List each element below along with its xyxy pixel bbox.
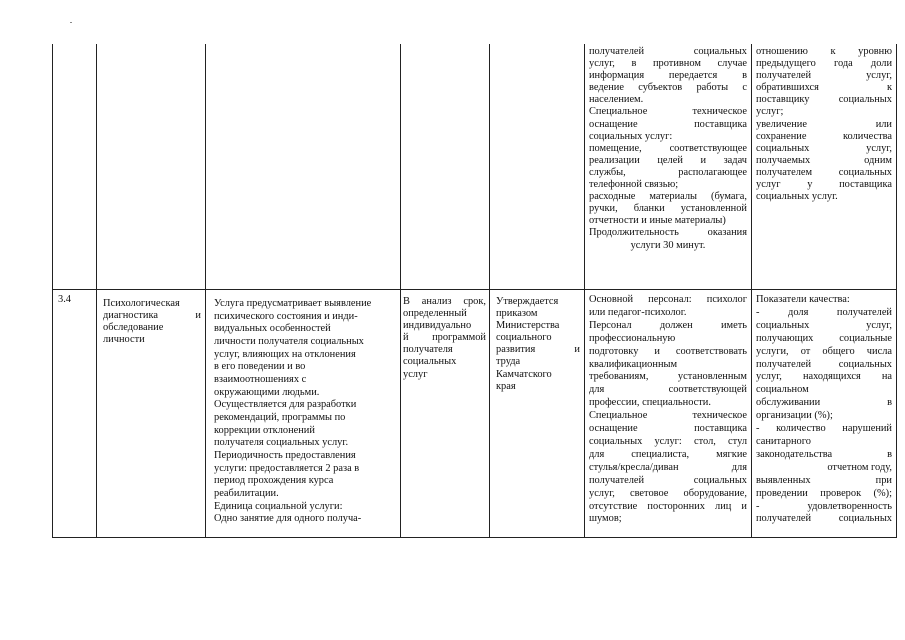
column-border (52, 44, 53, 538)
text-line: социальных услуг, (756, 142, 892, 154)
text-line: или педагог-психолог. (589, 306, 687, 318)
text-line: расходные материалы (бумага, (589, 191, 747, 203)
text-line: диагностика и (103, 310, 201, 322)
text-line: профессии, специальности. (589, 397, 711, 409)
text-line: взаимоотношениях с (214, 373, 307, 385)
text-line: социальных услуг: (589, 130, 673, 142)
text-line: коррекции отклонений (214, 424, 315, 436)
text-line: социальных (403, 356, 457, 368)
text-line: законодательства в (756, 448, 892, 460)
text-line: услуг; (756, 106, 784, 118)
text-line: поставщику социальных (756, 94, 892, 106)
text-line: социального (496, 332, 552, 344)
text-line: приказом (496, 308, 538, 320)
text-line: подготовку и соответствовать (589, 345, 747, 357)
text-line: - доля получателей (756, 306, 892, 318)
column-border (205, 44, 206, 538)
column-border (489, 44, 490, 538)
text-line: в его поведении и во (214, 361, 306, 373)
text-line: получаемых одним (756, 154, 892, 166)
service-indicators-cell (756, 294, 892, 526)
row-divider (52, 289, 897, 290)
text-line: услуги 30 минут. (630, 239, 706, 251)
text-line: психического состояния и инди- (214, 310, 358, 322)
text-line: предыдущего года доли (756, 58, 892, 70)
text-line: обслуживании в (756, 397, 892, 409)
text-line: индивидуально (403, 320, 472, 332)
service-number (58, 294, 92, 306)
text-line: ведение субъектов работы с (589, 82, 747, 94)
text-line: получателей социальных (756, 358, 892, 370)
top-conditions-cell (589, 46, 747, 252)
text-line: получателей социальных (589, 46, 747, 57)
text-line: получателей социальных (756, 513, 892, 525)
text-line: требованиям, установленным (589, 371, 747, 383)
column-border (896, 44, 897, 538)
text-line: обратившихся к (756, 82, 892, 94)
text-line: Единица социальной услуги: (214, 500, 343, 512)
text-line: реализации целей и задач (589, 154, 747, 166)
service-approval-cell (496, 296, 580, 393)
text-line: услуги: предоставляется 2 раза в (214, 462, 360, 474)
text-line: Одно занятие для одного получа- (214, 513, 362, 525)
column-border (96, 44, 97, 538)
text-line: Утверждается (496, 296, 559, 307)
text-line: - удовлетворенность (756, 500, 892, 512)
text-line: окружающими людьми. (214, 386, 320, 398)
text-line: Продолжительность оказания (589, 227, 747, 239)
text-line: й программой (403, 332, 486, 344)
text-line: 3.4 (58, 294, 71, 305)
text-line: выявленных при (756, 474, 892, 486)
text-line: социальных услуг: стол, стул (589, 435, 747, 447)
service-conditions-cell (589, 294, 747, 526)
text-line: Осуществляется для разработки (214, 399, 357, 411)
text-line: видуальных особенностей (214, 323, 331, 335)
table-bottom-border (52, 537, 897, 538)
text-line: Специальное техническое (589, 410, 747, 422)
column-border (751, 44, 752, 538)
scan-speck (70, 22, 72, 23)
text-line: социальном (756, 384, 809, 396)
text-line: профессиональную (589, 332, 676, 344)
column-border (400, 44, 401, 538)
text-line: оснащение поставщика (589, 423, 747, 435)
text-line: оснащение поставщика (589, 118, 747, 130)
text-line: услуг (403, 368, 428, 380)
text-line: получателя социальных услуг. (214, 437, 349, 449)
text-line: отчетности и иные материалы) (589, 215, 726, 227)
text-line: телефонной связью; (589, 179, 679, 191)
text-line: Показатели качества: (756, 294, 850, 305)
column-border (584, 44, 585, 538)
text-line: квалификационным (589, 358, 678, 370)
text-line: услуг у поставщика (756, 179, 892, 191)
text-line: услуг, находящихся на (756, 371, 892, 383)
text-line: для соответствующей (589, 384, 747, 396)
text-line: услуг, в противном случае (589, 58, 747, 70)
text-line: увеличение или (756, 118, 892, 130)
text-line: Министерства (496, 320, 560, 332)
text-line: отсутствие посторонних лиц и (589, 500, 747, 512)
text-line: отношению к уровню (756, 46, 892, 57)
text-line: социальных услуг, (756, 319, 892, 331)
text-line: сохранение количества (756, 130, 892, 142)
text-line: услуг, световое оборудование, (589, 487, 747, 499)
text-line: получателей услуг, (756, 70, 892, 82)
text-line: края (496, 380, 516, 392)
text-line: определенный (403, 308, 467, 320)
text-line: социальных услуг. (756, 191, 838, 203)
text-line: санитарного (756, 435, 811, 447)
service-name-cell (103, 298, 201, 346)
text-line: проведении проверок (%); (756, 487, 892, 499)
text-line: услуг, влияющих на отклонения (214, 348, 356, 360)
text-line: услуги, от общего числа (756, 345, 892, 357)
text-line: период прохождения курса (214, 475, 334, 487)
text-line: труда (496, 356, 521, 368)
text-line: личности получателя социальных (214, 335, 364, 347)
text-line: развития и (496, 344, 580, 356)
text-line: Специальное техническое (589, 106, 747, 118)
text-line: Персонал должен иметь (589, 319, 747, 331)
text-line: получателем социальных (756, 166, 892, 178)
text-line: информация передается в (589, 70, 747, 82)
text-line: стулья/кресла/диван для (589, 461, 747, 473)
text-line: обследование (103, 322, 164, 334)
text-line: личности (103, 334, 145, 346)
text-line: В анализ срок, (403, 296, 486, 307)
text-line: населением. (589, 94, 644, 106)
text-line: ручки, бланки установленной (589, 203, 747, 215)
text-line: помещение, соответствующее (589, 142, 747, 154)
text-line: реабилитации. (214, 487, 279, 499)
text-line: отчетном году, (827, 461, 892, 473)
text-line: Психологическая (103, 298, 180, 309)
text-line: Основной персонал: психолог (589, 294, 747, 305)
text-line: для специалиста, мягкие (589, 448, 747, 460)
top-indicators-cell (756, 46, 892, 203)
text-line: организации (%); (756, 410, 833, 422)
text-line: получающих социальные (756, 332, 892, 344)
text-line: Услуга предусматривает выявление (214, 298, 372, 309)
text-line: - количество нарушений (756, 423, 892, 435)
text-line: рекомендаций, программы по (214, 411, 346, 423)
service-description-cell (214, 298, 398, 526)
text-line: Периодичность предоставления (214, 449, 356, 461)
text-line: службы, располагающее (589, 166, 747, 178)
text-line: получателей социальных (589, 474, 747, 486)
text-line: получателя (403, 344, 453, 356)
text-line: Камчатского (496, 368, 552, 380)
service-term-cell (403, 296, 486, 381)
text-line: шумов; (589, 513, 622, 525)
